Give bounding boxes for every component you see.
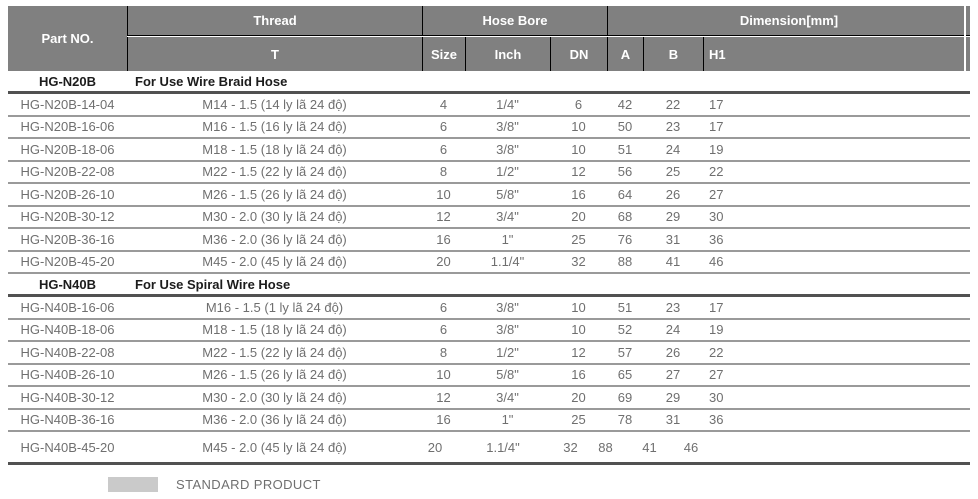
cell-a: 76 [617, 231, 633, 247]
cell-thread: M26 - 1.5 (26 ly lã 24 độ) [202, 186, 347, 202]
cell-inch: 1.1/4" [486, 439, 520, 455]
header-hose-bore: Hose Bore [422, 6, 607, 36]
table-row-last [8, 432, 970, 465]
header-size: Size [422, 37, 465, 71]
cell-h1: 19 [709, 322, 724, 338]
cell-a: 64 [617, 186, 633, 202]
cell-thread: M45 - 2.0 (45 ly lã 24 độ) [202, 439, 347, 455]
cell-a: 68 [617, 209, 633, 225]
cell-thread: M16 - 1.5 (16 ly lã 24 độ) [202, 119, 347, 135]
cell-h1: 27 [709, 367, 724, 383]
cell-dn: 16 [571, 367, 586, 383]
cell-size: 6 [439, 322, 448, 338]
cell-inch: 3/8" [496, 141, 519, 157]
cell-h1: 22 [709, 344, 724, 360]
spec-table [8, 6, 970, 465]
cell-size: 6 [439, 141, 448, 157]
cell-h1: 30 [709, 389, 724, 405]
cell-b: 25 [665, 164, 681, 180]
table-row [8, 184, 970, 207]
cell-b: 29 [665, 209, 681, 225]
cell-part: HG-N40B-16-06 [20, 299, 115, 315]
table-row [8, 94, 970, 117]
cell-dn: 16 [571, 186, 586, 202]
cell-h1: 17 [709, 299, 724, 315]
header-dimension: Dimension[mm] [607, 6, 970, 36]
cell-inch: 5/8" [496, 186, 519, 202]
cell-part: HG-N20B-16-06 [20, 119, 115, 135]
cell-inch: 1/2" [496, 164, 519, 180]
cell-dn: 12 [571, 164, 586, 180]
cell-thread: M22 - 1.5 (22 ly lã 24 độ) [202, 344, 347, 360]
header-part-no: Part NO. [8, 6, 127, 71]
cell-b: 41 [642, 439, 657, 455]
cell-thread: M22 - 1.5 (22 ly lã 24 độ) [202, 164, 347, 180]
table-row [8, 320, 970, 343]
cell-part: HG-N20B-22-08 [20, 164, 115, 180]
cell-inch: 3/8" [496, 322, 519, 338]
cell-thread: M45 - 2.0 (45 ly lã 24 độ) [202, 254, 347, 270]
cell-thread: M36 - 2.0 (36 ly lã 24 độ) [202, 231, 347, 247]
table-row [8, 252, 970, 275]
cell-dn: 6 [574, 96, 583, 112]
cell-thread: M30 - 2.0 (30 ly lã 24 độ) [202, 209, 347, 225]
cell-dn: 12 [571, 344, 586, 360]
cell-a: 56 [617, 164, 633, 180]
cell-b: 23 [665, 299, 681, 315]
cell-size: 16 [436, 412, 451, 428]
table-header [8, 6, 970, 71]
cell-dn: 32 [563, 439, 578, 455]
table-row [8, 410, 970, 433]
table-row [8, 229, 970, 252]
table-row [8, 297, 970, 320]
cell-part: HG-N40B-18-06 [20, 322, 115, 338]
cell-inch: 1/2" [496, 344, 519, 360]
cell-dn: 10 [571, 322, 586, 338]
cell-dn: 10 [571, 299, 586, 315]
cell-size: 16 [436, 231, 451, 247]
cell-inch: 1" [501, 231, 514, 247]
cell-inch: 3/4" [496, 389, 519, 405]
cell-b: 41 [665, 254, 681, 270]
cell-b: 31 [665, 231, 681, 247]
cell-dn: 20 [571, 209, 586, 225]
table-row [8, 207, 970, 230]
cell-size: 4 [439, 96, 448, 112]
standard-product-swatch [108, 477, 158, 492]
cell-a: 88 [617, 254, 633, 270]
table-row [8, 139, 970, 162]
cell-part: HG-N20B-30-12 [20, 209, 115, 225]
cell-part: HG-N20B-14-04 [20, 96, 115, 112]
cell-b: 29 [665, 389, 681, 405]
cell-size: 10 [436, 186, 451, 202]
cell-part: HG-N40B-26-10 [20, 367, 115, 383]
cell-dn: 32 [571, 254, 586, 270]
section-title: For Use Wire Braid Hose [135, 73, 288, 89]
cell-size: 10 [436, 367, 451, 383]
cell-dn: 10 [571, 141, 586, 157]
cell-size: 20 [427, 439, 443, 455]
cell-size: 12 [436, 389, 451, 405]
cell-part: HG-N40B-36-16 [20, 412, 115, 428]
cell-dn: 10 [571, 119, 586, 135]
cell-h1: 46 [683, 439, 699, 455]
cell-thread: M30 - 2.0 (30 ly lã 24 độ) [202, 389, 347, 405]
table-row [8, 387, 970, 410]
cell-a: 88 [598, 439, 613, 455]
section-title: For Use Spiral Wire Hose [135, 276, 291, 292]
section-rows-hg-n20b [8, 94, 970, 274]
cell-thread: M16 - 1.5 (1 ly lã 24 độ) [205, 299, 344, 315]
cell-a: 57 [617, 344, 633, 360]
section-code: HG-N20B [38, 73, 97, 89]
cell-size: 20 [436, 254, 451, 270]
cell-dn: 20 [571, 389, 586, 405]
header-inch: Inch [465, 37, 550, 71]
cell-size: 12 [436, 209, 451, 225]
cell-dn: 25 [571, 412, 586, 428]
section-code: HG-N40B [38, 276, 97, 292]
header-a: A [607, 37, 643, 71]
header-dn: DN [550, 37, 607, 71]
cell-a: 65 [617, 367, 633, 383]
header-group-row [127, 6, 970, 36]
section-header-hg-n20b [8, 71, 970, 94]
cell-size: 6 [439, 119, 448, 135]
cell-a: 51 [617, 141, 633, 157]
cell-size: 6 [439, 299, 448, 315]
cell-b: 22 [665, 96, 681, 112]
cell-inch: 1/4" [496, 96, 519, 112]
cell-thread: M36 - 2.0 (36 ly lã 24 độ) [202, 412, 347, 428]
cell-h1: 27 [709, 186, 724, 202]
cell-thread: M26 - 1.5 (26 ly lã 24 độ) [202, 367, 347, 383]
table-row [8, 162, 970, 185]
header-grid [127, 6, 970, 71]
cell-part: HG-N20B-18-06 [20, 141, 115, 157]
cell-thread: M14 - 1.5 (14 ly lã 24 độ) [202, 96, 347, 112]
cell-thread: M18 - 1.5 (18 ly lã 24 độ) [202, 141, 347, 157]
cell-b: 23 [665, 119, 681, 135]
cell-h1: 30 [709, 209, 724, 225]
cell-b: 27 [665, 367, 681, 383]
cell-a: 52 [617, 322, 633, 338]
table-row [8, 342, 970, 365]
header-thread: Thread [127, 6, 422, 36]
cell-b: 24 [665, 141, 681, 157]
cell-inch: 1.1/4" [490, 254, 525, 270]
cell-part: HG-N20B-45-20 [20, 254, 115, 270]
cell-h1: 36 [709, 231, 724, 247]
legend [108, 477, 321, 492]
cell-inch: 5/8" [496, 367, 519, 383]
cell-part: HG-N40B-45-20 [20, 439, 115, 455]
section-rows-hg-n40b [8, 297, 970, 432]
cell-a: 51 [617, 299, 633, 315]
cell-h1: 36 [709, 412, 724, 428]
header-edge-line [964, 6, 966, 71]
cell-b: 24 [665, 322, 681, 338]
cell-dn: 25 [571, 231, 586, 247]
cell-h1: 22 [709, 164, 724, 180]
cell-h1: 19 [709, 141, 724, 157]
section-header-hg-n40b [8, 274, 970, 297]
cell-part: HG-N40B-22-08 [20, 344, 115, 360]
cell-b: 26 [665, 344, 681, 360]
cell-h1: 17 [709, 96, 724, 112]
table-row [8, 365, 970, 388]
cell-size: 8 [439, 164, 448, 180]
header-b: B [643, 37, 703, 71]
cell-part: HG-N40B-30-12 [20, 389, 115, 405]
cell-part: HG-N20B-36-16 [20, 231, 115, 247]
table-row [8, 117, 970, 140]
cell-inch: 3/8" [496, 119, 519, 135]
header-t: T [127, 37, 422, 71]
cell-inch: 3/4" [496, 209, 519, 225]
header-h1: H1 [703, 37, 970, 71]
cell-thread: M18 - 1.5 (18 ly lã 24 độ) [202, 322, 347, 338]
header-sub-row [127, 36, 970, 71]
cell-h1: 46 [709, 254, 724, 270]
cell-part: HG-N20B-26-10 [20, 186, 115, 202]
cell-a: 78 [617, 412, 633, 428]
cell-b: 26 [665, 186, 681, 202]
cell-size: 8 [439, 344, 448, 360]
legend-label: STANDARD PRODUCT [176, 477, 321, 492]
cell-h1: 17 [709, 119, 724, 135]
cell-b: 31 [665, 412, 681, 428]
cell-inch: 1" [501, 412, 514, 428]
cell-a: 50 [617, 119, 633, 135]
cell-a: 42 [617, 96, 633, 112]
cell-a: 69 [617, 389, 633, 405]
cell-inch: 3/8" [496, 299, 519, 315]
